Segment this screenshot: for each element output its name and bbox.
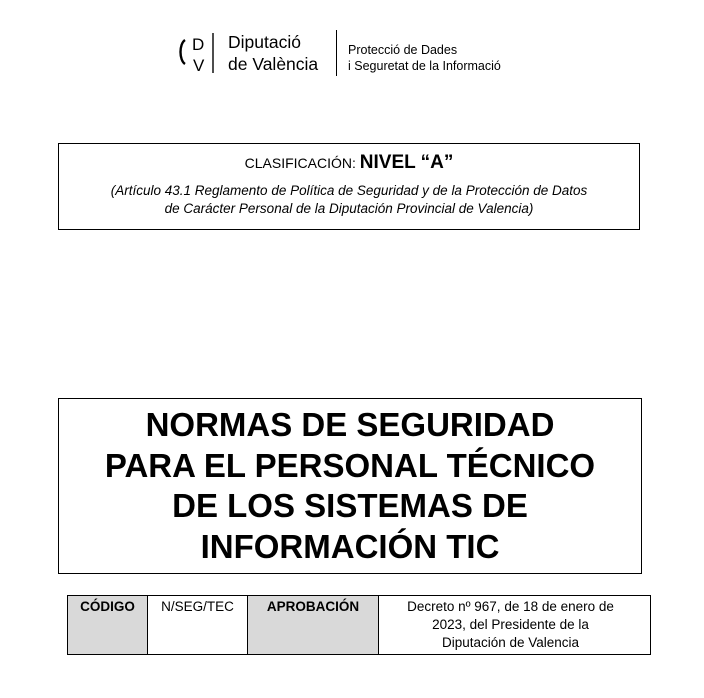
code-value: N/SEG/TEC: [148, 596, 248, 655]
approval-line-3: Diputación de Valencia: [441, 635, 580, 650]
code-label: CÓDIGO: [68, 596, 148, 655]
document-title-box: [58, 398, 642, 574]
department-line2: i Seguretat de la Informació: [348, 59, 501, 73]
classification-box: [58, 143, 640, 230]
org-name-line2: de València: [228, 54, 319, 74]
diputacio-logo-icon: [176, 30, 216, 76]
classification-heading: [59, 152, 639, 174]
document-meta-table: [67, 595, 651, 655]
citation-line-2: de Carácter Personal de la Diputación Provincial de Valencia): [164, 201, 534, 216]
classification-label: CLASIFICACIÓN:: [244, 155, 356, 171]
approval-value: [379, 596, 651, 655]
classification-level: NIVEL “A”: [359, 152, 454, 173]
logo-divider: [336, 30, 337, 76]
table-row: [68, 596, 651, 655]
title-line-3: DE LOS SISTEMAS DE: [172, 487, 528, 524]
title-line-4: INFORMACIÓN TIC: [200, 527, 500, 565]
approval-line-1: Decreto nº 967, de 18 de enero de: [407, 599, 614, 614]
svg-text:D: D: [192, 35, 205, 54]
title-line-1: NORMAS DE SEGURIDAD: [145, 406, 555, 443]
approval-label: APROBACIÓN: [248, 596, 379, 655]
classification-citation: [59, 182, 639, 218]
org-name-line1: Diputació: [228, 32, 301, 52]
citation-line-1: (Artículo 43.1 Reglamento de Política de Seguridad y de la Protección de Datos: [110, 183, 588, 198]
approval-line-2: 2023, del Presidente de la: [432, 617, 589, 632]
svg-text:V: V: [193, 56, 205, 75]
title-line-2: PARA EL PERSONAL TÉCNICO: [104, 446, 596, 484]
department-line1: Protecció de Dades: [348, 43, 458, 57]
